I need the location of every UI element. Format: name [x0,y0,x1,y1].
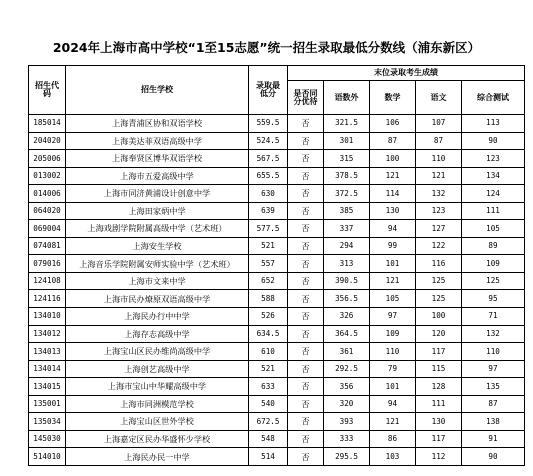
table-row [29,255,525,273]
cell-math-foreign: 356 [324,378,370,396]
cell-math-foreign: 326 [324,308,370,326]
cell-school: 上海宝山区民办维尚高级中学 [66,343,249,361]
cell-code: 134013 [29,343,66,361]
cell-comprehensive: 134 [462,167,525,185]
cell-chinese: 116 [416,255,462,273]
table-row [29,290,525,308]
cell-comprehensive: 109 [462,255,525,273]
cell-chinese: 117 [416,430,462,448]
cell-comprehensive: 89 [462,237,525,255]
cell-comprehensive: 113 [462,115,525,133]
cell-chinese: 112 [416,448,462,466]
table-row [29,132,525,150]
cell-math-foreign: 390.5 [324,272,370,290]
cell-math-foreign: 364.5 [324,325,370,343]
cell-math: 103 [370,448,416,466]
cell-min-score: 610 [249,343,288,361]
cell-comprehensive: 123 [462,150,525,168]
cell-math-foreign: 315 [324,150,370,168]
cell-chinese: 125 [416,290,462,308]
header-code: 招生代码 [29,66,66,115]
cell-school: 上海市文来中学 [66,272,249,290]
cell-code: 185014 [29,115,66,133]
cell-math: 97 [370,308,416,326]
cell-comprehensive: 132 [462,325,525,343]
cell-school: 上海戏剧学院附属高级中学（艺术班） [66,220,249,238]
cell-chinese: 127 [416,220,462,238]
table-row [29,360,525,378]
header-math: 数学 [370,81,416,115]
header-min-score: 录取最低分 [249,66,288,115]
cell-priority: 否 [288,255,324,273]
cell-chinese: 130 [416,413,462,431]
cell-math-foreign: 393 [324,413,370,431]
cell-math-foreign: 301 [324,132,370,150]
cell-code: 013002 [29,167,66,185]
cell-math-foreign: 378.5 [324,167,370,185]
cell-code: 135034 [29,413,66,431]
cell-chinese: 100 [416,308,462,326]
cell-math: 87 [370,132,416,150]
cell-min-score: 521 [249,360,288,378]
table-row [29,308,525,326]
cell-comprehensive: 110 [462,343,525,361]
header-school: 招生学校 [66,66,249,115]
table-row [29,430,525,448]
cell-priority: 否 [288,167,324,185]
table-row [29,448,525,466]
cell-min-score: 639 [249,202,288,220]
cell-min-score: 672.5 [249,413,288,431]
cell-min-score: 559.5 [249,115,288,133]
cell-math-foreign: 385 [324,202,370,220]
cell-priority: 否 [288,343,324,361]
cell-min-score: 548 [249,430,288,448]
cell-comprehensive: 90 [462,448,525,466]
header-comprehensive: 综合测试 [462,81,525,115]
cell-math-foreign: 372.5 [324,185,370,203]
cell-code: 514010 [29,448,66,466]
cell-chinese: 122 [416,237,462,255]
cell-chinese: 121 [416,167,462,185]
cell-priority: 否 [288,185,324,203]
header-priority: 是否同分优待 [288,81,324,115]
cell-priority: 否 [288,290,324,308]
cell-min-score: 588 [249,290,288,308]
cell-school: 上海市同洲模范学校 [66,395,249,413]
cell-min-score: 577.5 [249,220,288,238]
cell-chinese: 111 [416,395,462,413]
cell-min-score: 514 [249,448,288,466]
cell-comprehensive: 95 [462,290,525,308]
cell-chinese: 107 [416,115,462,133]
cell-school: 上海民办行中中学 [66,308,249,326]
cell-priority: 否 [288,378,324,396]
table-row [29,202,525,220]
cell-priority: 否 [288,150,324,168]
cell-math: 99 [370,237,416,255]
cell-school: 上海市五爱高级中学 [66,167,249,185]
cell-code: 079016 [29,255,66,273]
cell-comprehensive: 87 [462,395,525,413]
cell-math: 101 [370,255,416,273]
cell-math: 94 [370,395,416,413]
cell-school: 上海音乐学院附属安师实验中学（艺术班） [66,255,249,273]
cell-min-score: 652 [249,272,288,290]
cell-code: 134015 [29,378,66,396]
cell-code: 124116 [29,290,66,308]
cell-priority: 否 [288,448,324,466]
cell-code: 014006 [29,185,66,203]
cell-math-foreign: 337 [324,220,370,238]
cell-school: 上海民办民一中学 [66,448,249,466]
cell-min-score: 526 [249,308,288,326]
table-row [29,325,525,343]
table-row [29,150,525,168]
cell-chinese: 115 [416,360,462,378]
table-row [29,272,525,290]
cell-math-foreign: 320 [324,395,370,413]
cell-chinese: 117 [416,343,462,361]
cell-priority: 否 [288,413,324,431]
cell-code: 064020 [29,202,66,220]
cell-school: 上海安生学校 [66,237,249,255]
cell-chinese: 132 [416,185,462,203]
cell-min-score: 655.5 [249,167,288,185]
cell-school: 上海市同济黄浦设计创意中学 [66,185,249,203]
cell-chinese: 128 [416,378,462,396]
cell-math: 114 [370,185,416,203]
cell-school: 上海存志高级中学 [66,325,249,343]
cell-priority: 否 [288,202,324,220]
cell-code: 204020 [29,132,66,150]
cell-code: 124108 [29,272,66,290]
cell-priority: 否 [288,395,324,413]
cell-math: 121 [370,413,416,431]
cell-code: 205006 [29,150,66,168]
cell-math: 105 [370,290,416,308]
cell-math: 130 [370,202,416,220]
table-row [29,343,525,361]
cell-math-foreign: 295.5 [324,448,370,466]
table-row [29,237,525,255]
cell-math-foreign: 356.5 [324,290,370,308]
header-group: 末位录取考生成绩 [288,66,525,81]
cell-chinese: 87 [416,132,462,150]
cell-min-score: 633 [249,378,288,396]
cell-min-score: 540 [249,395,288,413]
cell-math: 110 [370,343,416,361]
cell-school: 上海创艺高级中学 [66,360,249,378]
table-row [29,378,525,396]
cell-math: 106 [370,115,416,133]
cell-comprehensive: 111 [462,202,525,220]
cell-math: 109 [370,325,416,343]
cell-comprehensive: 91 [462,430,525,448]
cell-priority: 否 [288,308,324,326]
cell-math-foreign: 292.5 [324,360,370,378]
cell-code: 145030 [29,430,66,448]
score-table [28,65,525,466]
cell-school: 上海宝山区世外学校 [66,413,249,431]
cell-chinese: 110 [416,150,462,168]
cell-math: 94 [370,220,416,238]
table-row [29,395,525,413]
cell-comprehensive: 135 [462,378,525,396]
cell-code: 135001 [29,395,66,413]
cell-math: 79 [370,360,416,378]
cell-comprehensive: 105 [462,220,525,238]
cell-math: 101 [370,378,416,396]
cell-school: 上海嘉定区民办华盛怀少学校 [66,430,249,448]
cell-chinese: 125 [416,272,462,290]
cell-min-score: 524.5 [249,132,288,150]
cell-math: 121 [370,167,416,185]
cell-comprehensive: 125 [462,272,525,290]
cell-min-score: 557 [249,255,288,273]
cell-math-foreign: 321.5 [324,115,370,133]
cell-school: 上海美达菲双语高级中学 [66,132,249,150]
cell-min-score: 634.5 [249,325,288,343]
cell-min-score: 567.5 [249,150,288,168]
cell-priority: 否 [288,132,324,150]
cell-priority: 否 [288,360,324,378]
cell-school: 上海田家炳中学 [66,202,249,220]
cell-comprehensive: 90 [462,132,525,150]
page-title: 2024年上海市高中学校“1至15志愿”统一招生录取最低分数线（浦东新区） [52,40,481,55]
cell-priority: 否 [288,237,324,255]
cell-math: 100 [370,150,416,168]
cell-priority: 否 [288,430,324,448]
table-row [29,115,525,133]
cell-code: 134010 [29,308,66,326]
header-chinese: 语文 [416,81,462,115]
table-row [29,220,525,238]
table-body [29,115,525,466]
cell-school: 上海市民办燎原双语高级中学 [66,290,249,308]
header-math-foreign: 语数外 [324,81,370,115]
table-row [29,185,525,203]
cell-priority: 否 [288,325,324,343]
cell-school: 上海奉贤区博华双语学校 [66,150,249,168]
cell-min-score: 521 [249,237,288,255]
cell-school: 上海市宝山中华耀高级中学 [66,378,249,396]
cell-school: 上海青浦区协和双语学校 [66,115,249,133]
cell-comprehensive: 97 [462,360,525,378]
cell-code: 069004 [29,220,66,238]
cell-priority: 否 [288,220,324,238]
cell-code: 134014 [29,360,66,378]
cell-math-foreign: 361 [324,343,370,361]
cell-chinese: 123 [416,202,462,220]
table-row [29,167,525,185]
cell-comprehensive: 124 [462,185,525,203]
cell-comprehensive: 138 [462,413,525,431]
cell-code: 134012 [29,325,66,343]
cell-code: 074081 [29,237,66,255]
cell-math-foreign: 294 [324,237,370,255]
cell-math-foreign: 313 [324,255,370,273]
cell-math-foreign: 333 [324,430,370,448]
cell-min-score: 630 [249,185,288,203]
table-row [29,413,525,431]
cell-math: 86 [370,430,416,448]
cell-priority: 否 [288,272,324,290]
cell-priority: 否 [288,115,324,133]
cell-chinese: 120 [416,325,462,343]
cell-comprehensive: 71 [462,308,525,326]
cell-math: 121 [370,272,416,290]
